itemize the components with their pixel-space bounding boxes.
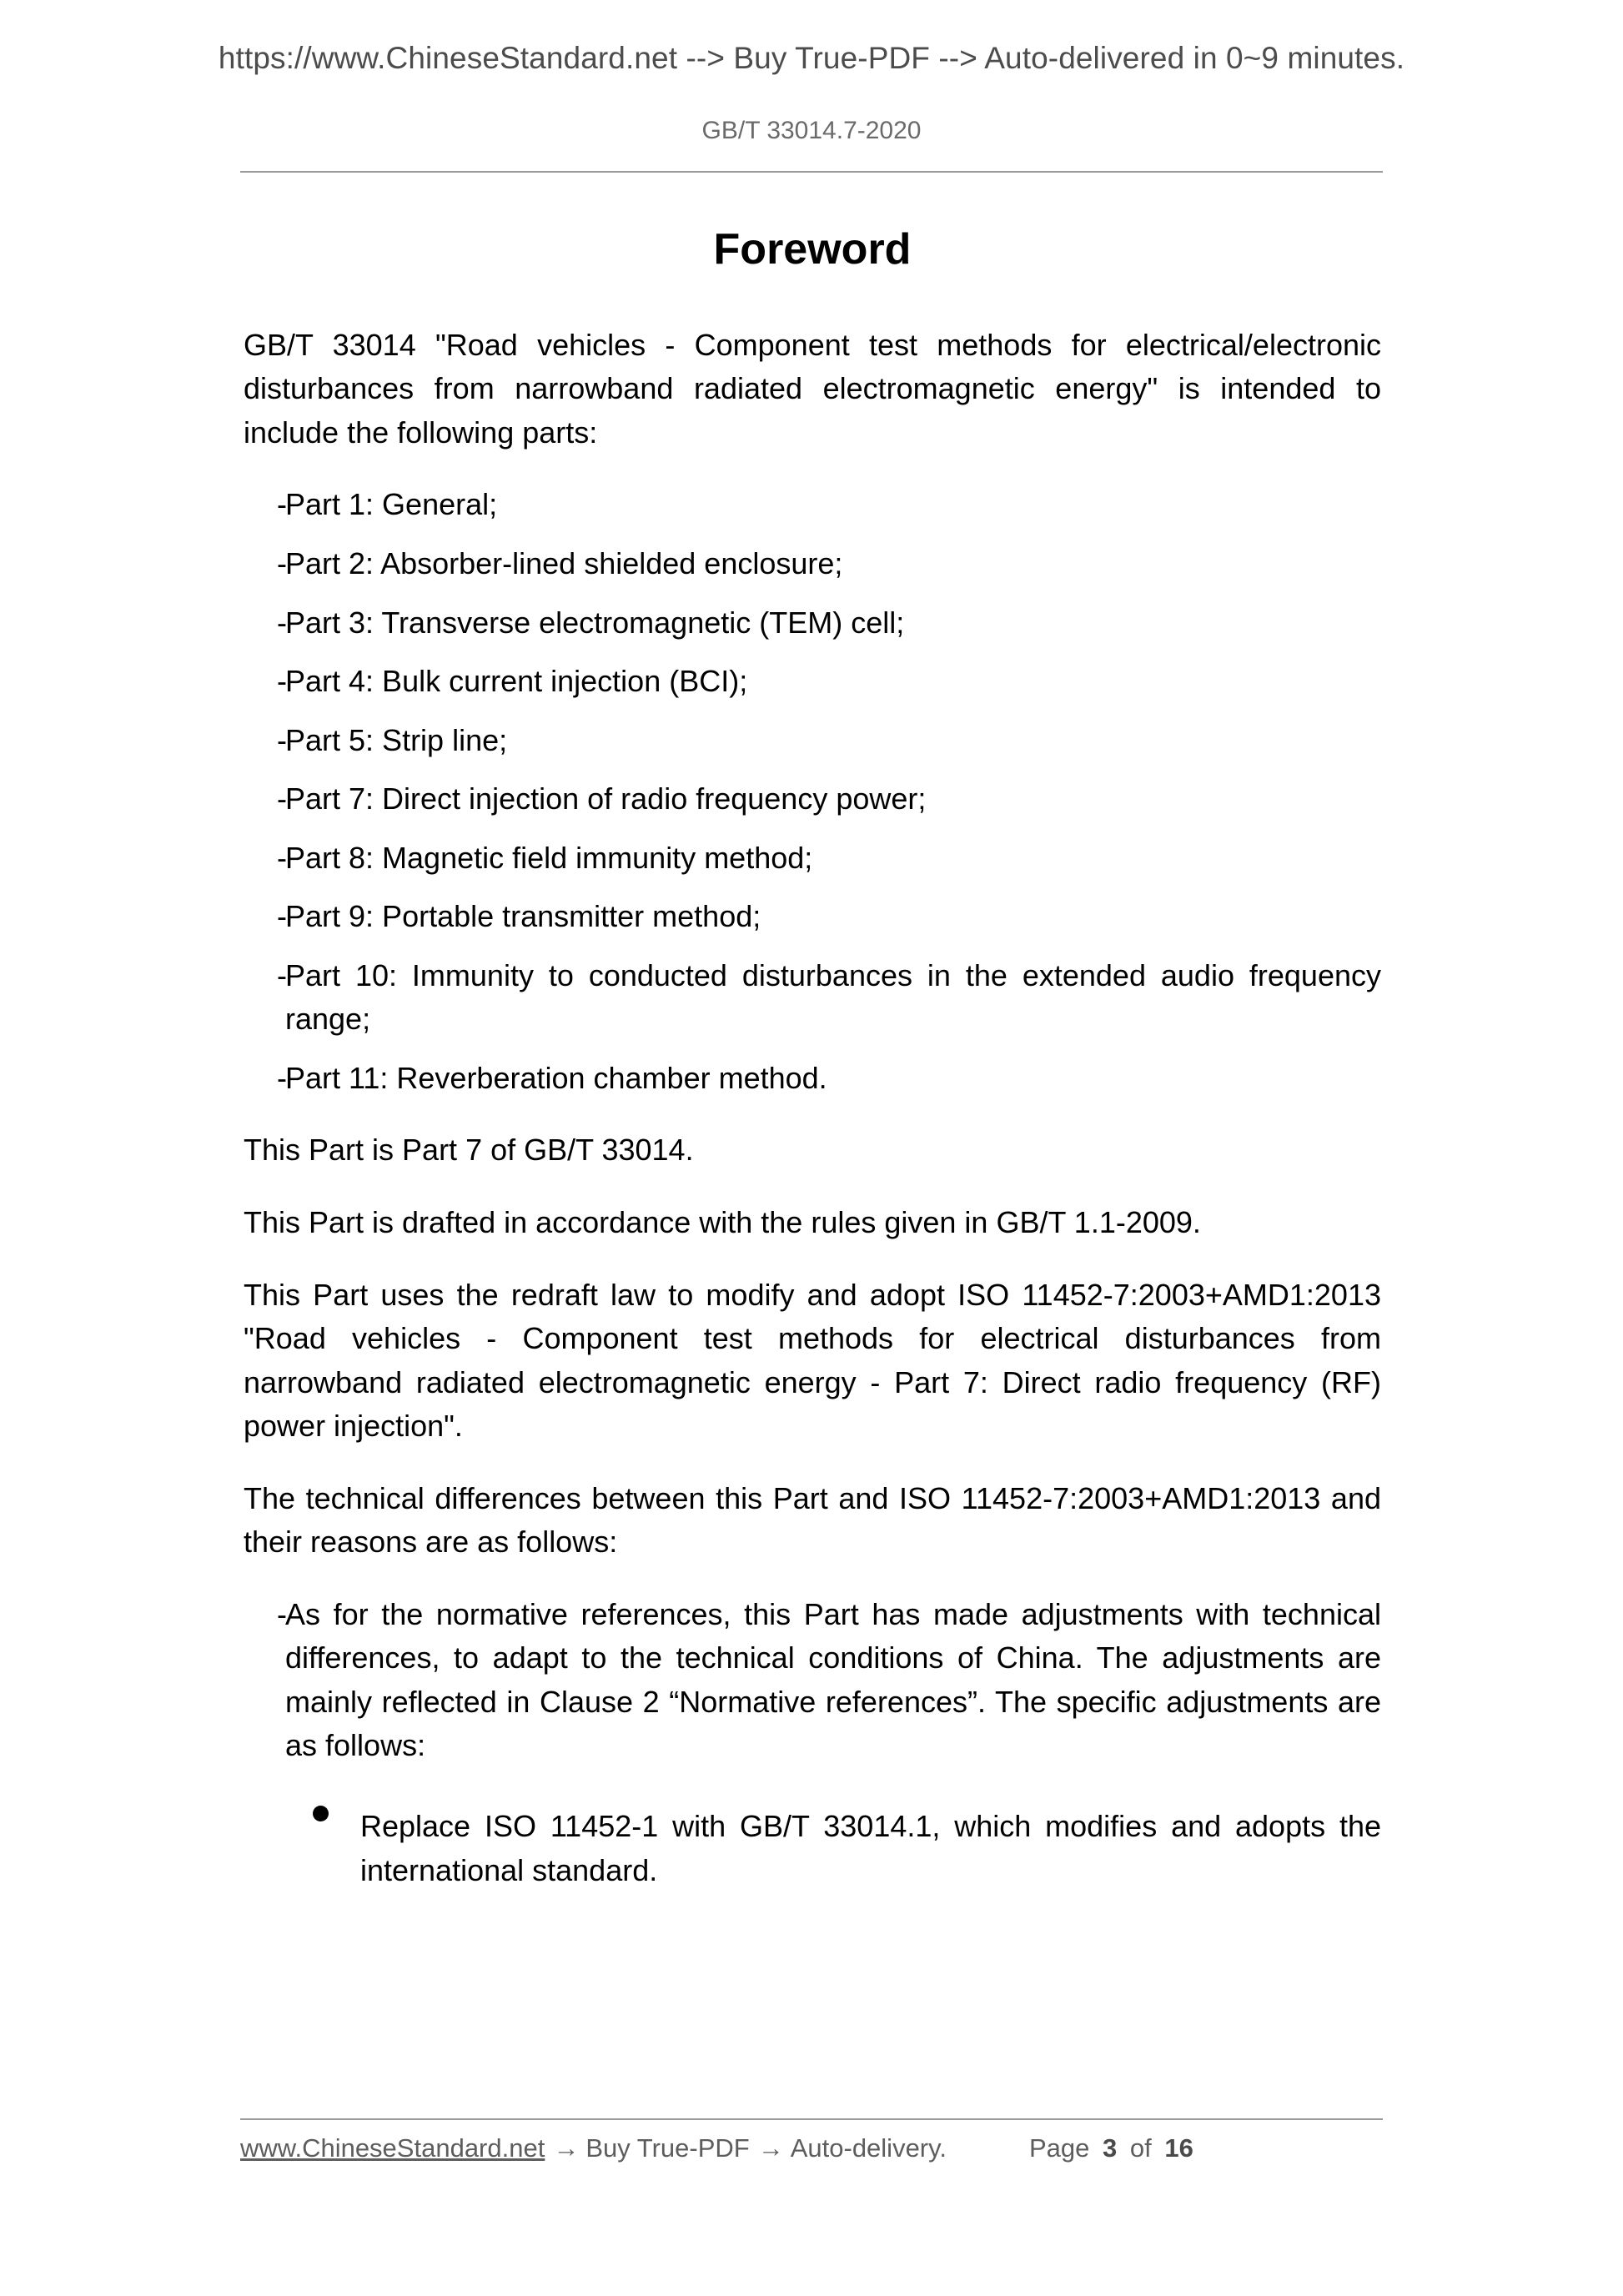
spacer bbox=[244, 1115, 1381, 1128]
page-indicator bbox=[1027, 2133, 1197, 2163]
intro-paragraph: GB/T 33014 "Road vehicles - Component test methods for electrical/electronic disturbances from narrowband radiated electromagnetic energy" is intended to include the following parts: bbox=[244, 327, 1381, 450]
dash-marker: - bbox=[277, 605, 287, 640]
list-item bbox=[244, 719, 1381, 763]
list-item bbox=[244, 895, 1381, 939]
list-item bbox=[244, 1057, 1381, 1101]
differences-list bbox=[244, 1593, 1381, 1768]
list-item bbox=[244, 660, 1381, 704]
current-page-number: 3 bbox=[1102, 2133, 1118, 2163]
list-item-label: Part 7: Direct injection of radio frequency power; bbox=[285, 781, 927, 816]
list-item-label: Part 9: Portable transmitter method; bbox=[285, 899, 761, 934]
list-item-label: Part 10: Immunity to conducted disturbances in the extended audio frequency range; bbox=[285, 957, 1381, 1037]
dash-marker: - bbox=[277, 840, 287, 875]
footer-divider bbox=[240, 2118, 1383, 2120]
list-item bbox=[244, 777, 1381, 821]
list-item bbox=[244, 601, 1381, 646]
page-footer bbox=[240, 2133, 1383, 2163]
paragraph-redraft: This Part uses the redraft law to modify and adopt ISO 11452-7:2003+AMD1:2013 "Road vehicles - Component test methods for electrical disturbances from narrowband radiated electromagnetic energy - Part 7: Direct radio frequency (RF) power injection". bbox=[244, 1277, 1381, 1444]
of-word-label: of bbox=[1129, 2133, 1152, 2163]
standard-number-header: GB/T 33014.7-2020 bbox=[701, 117, 922, 144]
dash-marker: - bbox=[277, 957, 287, 992]
list-item bbox=[244, 1593, 1381, 1768]
sub-bullet-list bbox=[244, 1805, 1381, 1892]
footer-delivery-label: Auto-delivery. bbox=[790, 2133, 947, 2163]
arrow-right-icon: → bbox=[757, 2133, 784, 2163]
list-item-label: Part 3: Transverse electromagnetic (TEM) cell; bbox=[285, 605, 905, 640]
list-item-label: Part 8: Magnetic field immunity method; bbox=[285, 840, 813, 875]
list-item-label: Replace ISO 11452-1 with GB/T 33014.1, which modifies and adopts the international standard. bbox=[360, 1809, 1381, 1887]
page-title: Foreword bbox=[713, 225, 912, 274]
list-item bbox=[244, 954, 1381, 1042]
dash-marker: - bbox=[277, 722, 287, 757]
document-content bbox=[244, 225, 1381, 1907]
footer-buy-label: Buy True-PDF bbox=[585, 2133, 750, 2163]
promo-banner-text: https://www.ChineseStandard.net --> Buy True-PDF --> Auto-delivered in 0~9 minutes. bbox=[218, 41, 1405, 75]
paragraph-technical-differences: The technical differences between this Part and ISO 11452-7:2003+AMD1:2013 and their reasons are as follows: bbox=[244, 1480, 1381, 1560]
dash-marker: - bbox=[277, 487, 287, 522]
paragraph-part-of: This Part is Part 7 of GB/T 33014. bbox=[244, 1133, 694, 1168]
list-item-label: As for the normative references, this Part has made adjustments with technical differences, to adapt to the technical conditions of China. The adjustments are mainly reflected in Clause 2 “Normative references”. The specific adjustments are as follows: bbox=[285, 1596, 1381, 1763]
list-item bbox=[244, 542, 1381, 586]
header-divider bbox=[240, 171, 1383, 173]
arrow-right-icon: → bbox=[553, 2133, 580, 2163]
dash-marker: - bbox=[277, 899, 287, 934]
list-item bbox=[244, 1805, 1381, 1892]
dash-marker: - bbox=[277, 1596, 287, 1631]
list-item-label: Part 11: Reverberation chamber method. bbox=[285, 1060, 827, 1095]
list-item bbox=[244, 483, 1381, 527]
parts-list bbox=[244, 483, 1381, 1100]
list-item-label: Part 1: General; bbox=[285, 487, 498, 522]
dash-marker: - bbox=[277, 664, 287, 699]
page-header bbox=[0, 42, 1623, 76]
list-item bbox=[244, 837, 1381, 881]
total-page-count: 16 bbox=[1164, 2133, 1193, 2163]
dash-marker: - bbox=[277, 1060, 287, 1095]
list-item-label: Part 5: Strip line; bbox=[285, 722, 508, 757]
page-word-label: Page bbox=[1028, 2133, 1090, 2163]
footer-site-link[interactable]: www.ChineseStandard.net bbox=[240, 2133, 545, 2163]
list-item-label: Part 2: Absorber-lined shielded enclosure; bbox=[285, 545, 843, 580]
dash-marker: - bbox=[277, 781, 287, 816]
bullet-point-icon bbox=[313, 1806, 329, 1821]
dash-marker: - bbox=[277, 545, 287, 580]
spacer bbox=[244, 1783, 1381, 1805]
paragraph-drafted: This Part is drafted in accordance with the rules given in GB/T 1.1-2009. bbox=[244, 1205, 1201, 1239]
list-item-label: Part 4: Bulk current injection (BCI); bbox=[285, 664, 748, 699]
